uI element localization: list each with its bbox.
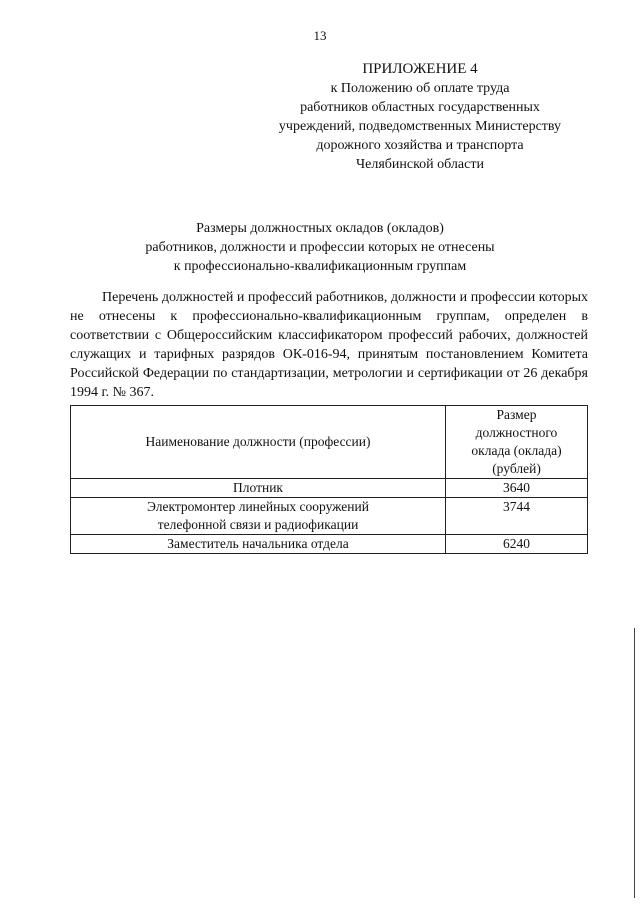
- header-salary: [446, 406, 588, 479]
- appendix-line: учреждений, подведомственных Министерству: [278, 119, 562, 134]
- salary-cell: 6240: [446, 535, 588, 554]
- position-name-cell: [71, 535, 446, 554]
- table-row: [71, 535, 588, 554]
- position-name-line: Плотник: [233, 480, 283, 495]
- position-name-line: телефонной связи и радиофикации: [157, 517, 359, 532]
- intro-paragraph: Перечень должностей и профессий работников, должности и профессии которых не отнесены к профессионально-квалификационным группам, определен в соответствии с Общероссийским классификатором профессий рабочих, должностей служащих и тарифных разрядов ОК-016-94, принятым постановлением Комитета Российской Федерации по стандартизации, метрологии и сертификации от 26 декабря 1994 г. № 367.: [70, 290, 588, 400]
- position-name-cell: [71, 479, 446, 498]
- salary-cell: 3640: [446, 479, 588, 498]
- appendix-line: Челябинской области: [356, 157, 484, 172]
- appendix-line: работников областных государственных: [300, 100, 540, 115]
- appendix-line: дорожного хозяйства и транспорта: [316, 138, 524, 153]
- appendix-block: [250, 60, 590, 174]
- heading-line: Размеры должностных окладов (окладов): [196, 221, 444, 236]
- salary-cell: 3744: [446, 498, 588, 535]
- heading-line: работников, должности и профессии которых не отнесены: [145, 240, 495, 255]
- document-heading: [100, 219, 540, 276]
- header-salary-line: должностного: [475, 425, 558, 440]
- position-name-cell: [71, 498, 446, 535]
- header-salary-line: (рублей): [492, 461, 541, 476]
- position-name-line: Заместитель начальника отдела: [167, 536, 349, 551]
- header-salary-line: оклада (оклада): [471, 443, 562, 458]
- salary-table: [70, 405, 588, 554]
- scan-edge-line: [634, 628, 635, 898]
- table-row: [71, 479, 588, 498]
- heading-line: к профессионально-квалификационным группам: [173, 259, 467, 274]
- header-salary-line: Размер: [496, 407, 537, 422]
- page-number: 13: [313, 28, 327, 43]
- table-header-row: [71, 406, 588, 479]
- header-position-name: Наименование должности (профессии): [71, 406, 446, 479]
- appendix-title: ПРИЛОЖЕНИЕ 4: [362, 61, 478, 77]
- appendix-line: к Положению об оплате труда: [330, 81, 510, 96]
- table-row: [71, 498, 588, 535]
- position-name-line: Электромонтер линейных сооружений: [147, 499, 369, 514]
